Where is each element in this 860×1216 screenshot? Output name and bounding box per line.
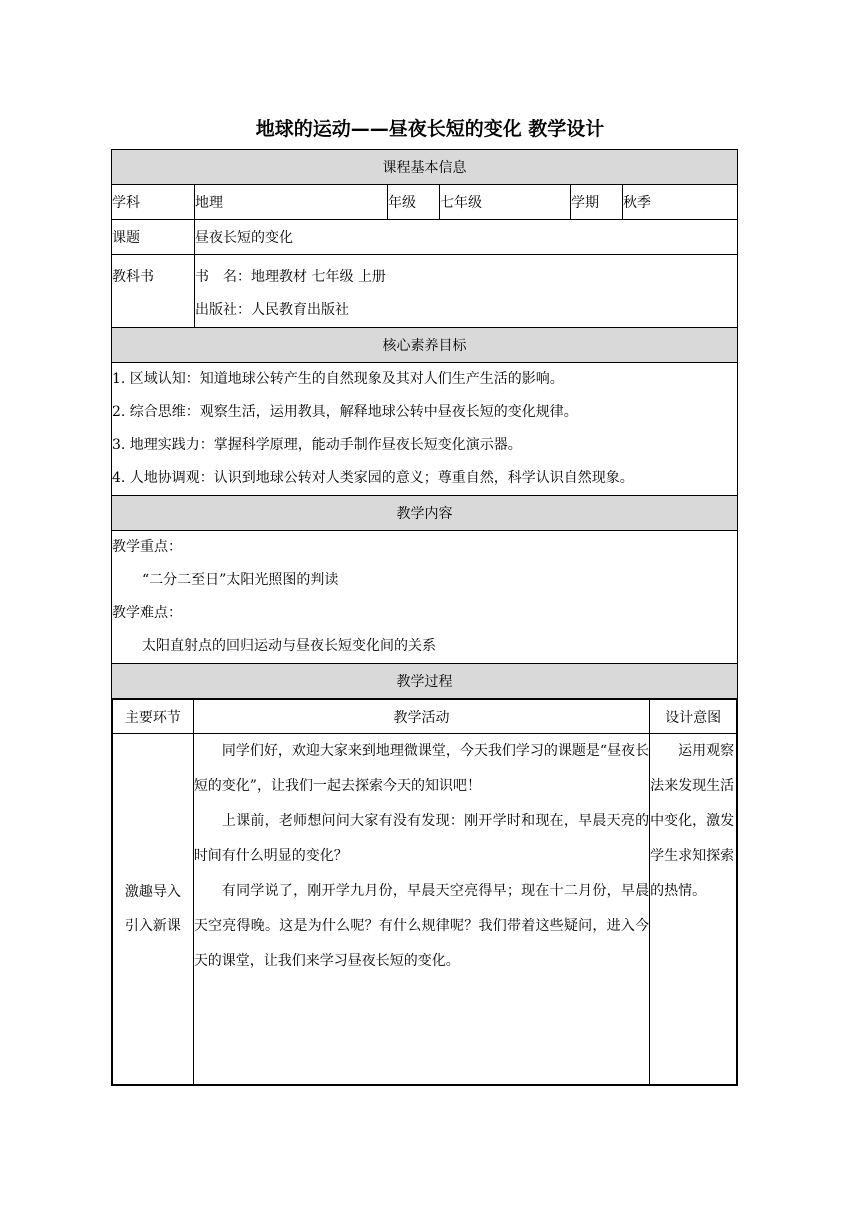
goal-item: 1. 区域认知：知道地球公转产生的自然现象及其对人们生产生活的影响。 bbox=[112, 371, 564, 387]
col-intent-header: 设计意图 bbox=[650, 700, 737, 734]
goals-header: 核心素养目标 bbox=[112, 328, 738, 363]
topic-label: 课题 bbox=[112, 220, 195, 255]
process-section bbox=[112, 699, 738, 1086]
process-table bbox=[112, 699, 737, 1085]
basic-info-header: 课程基本信息 bbox=[112, 150, 738, 185]
lesson-design-table bbox=[111, 149, 738, 1086]
activity-paragraph: 上课前，老师想问问大家有没有发现：刚开学时和现在，早晨天亮的时间有什么明显的变化？ bbox=[193, 813, 650, 864]
term-label: 学期 bbox=[571, 185, 623, 220]
textbook-info bbox=[195, 255, 738, 328]
content-body bbox=[112, 531, 738, 664]
term-value: 秋季 bbox=[623, 185, 738, 220]
textbook-label: 教科书 bbox=[112, 255, 195, 328]
stage-cell bbox=[113, 734, 194, 1085]
activity-cell bbox=[193, 734, 649, 1085]
activity-paragraph: 有同学说了，刚开学九月份，早晨天空亮得早；现在十二月份，早晨天空亮得晚。这是为什么呢？有什么规律呢？我们带着这些疑问，进入今天的课堂，让我们来学习昼夜长短的变化。 bbox=[193, 883, 650, 969]
textbook-name: 书 名：地理教材 七年级 上册 bbox=[195, 269, 386, 285]
activity-paragraph: 同学们好，欢迎大家来到地理微课堂，今天我们学习的课题是“昼夜长短的变化”，让我们一起去探索今天的知识吧！ bbox=[193, 743, 650, 794]
subject-label: 学科 bbox=[112, 185, 195, 220]
process-header: 教学过程 bbox=[112, 664, 738, 699]
page-title: 地球的运动——昼夜长短的变化 教学设计 bbox=[255, 118, 605, 140]
goals-list bbox=[112, 363, 738, 496]
goal-item: 3. 地理实践力：掌握科学原理，能动手制作昼夜长短变化演示器。 bbox=[112, 437, 522, 453]
intent-cell bbox=[650, 734, 737, 1085]
key-point-label: 教学重点： bbox=[112, 539, 182, 555]
col-stage-header: 主要环节 bbox=[113, 700, 194, 734]
grade-label: 年级 bbox=[388, 185, 440, 220]
topic-value: 昼夜长短的变化 bbox=[195, 220, 738, 255]
subject-value: 地理 bbox=[195, 185, 388, 220]
content-header: 教学内容 bbox=[112, 496, 738, 531]
textbook-publisher: 出版社：人民教育出版社 bbox=[195, 302, 349, 318]
col-activity-header: 教学活动 bbox=[193, 700, 649, 734]
key-point-value: “二分二至日”太阳光照图的判读 bbox=[142, 572, 339, 588]
goal-item: 4. 人地协调观：认识到地球公转对人类家园的意义；尊重自然，科学认识自然现象。 bbox=[112, 470, 634, 486]
stage-line: 激趣导入 bbox=[124, 884, 181, 900]
goal-item: 2. 综合思维：观察生活，运用教具，解释地球公转中昼夜长短的变化规律。 bbox=[112, 404, 578, 420]
difficulty-label: 教学难点： bbox=[112, 605, 182, 621]
grade-value: 七年级 bbox=[440, 185, 571, 220]
stage-line: 引入新课 bbox=[124, 918, 181, 934]
difficulty-value: 太阳直射点的回归运动与昼夜长短变化间的关系 bbox=[142, 638, 436, 654]
intent-text: 运用观察法来发现生活中变化，激发学生求知探索的热情。 bbox=[650, 743, 735, 899]
